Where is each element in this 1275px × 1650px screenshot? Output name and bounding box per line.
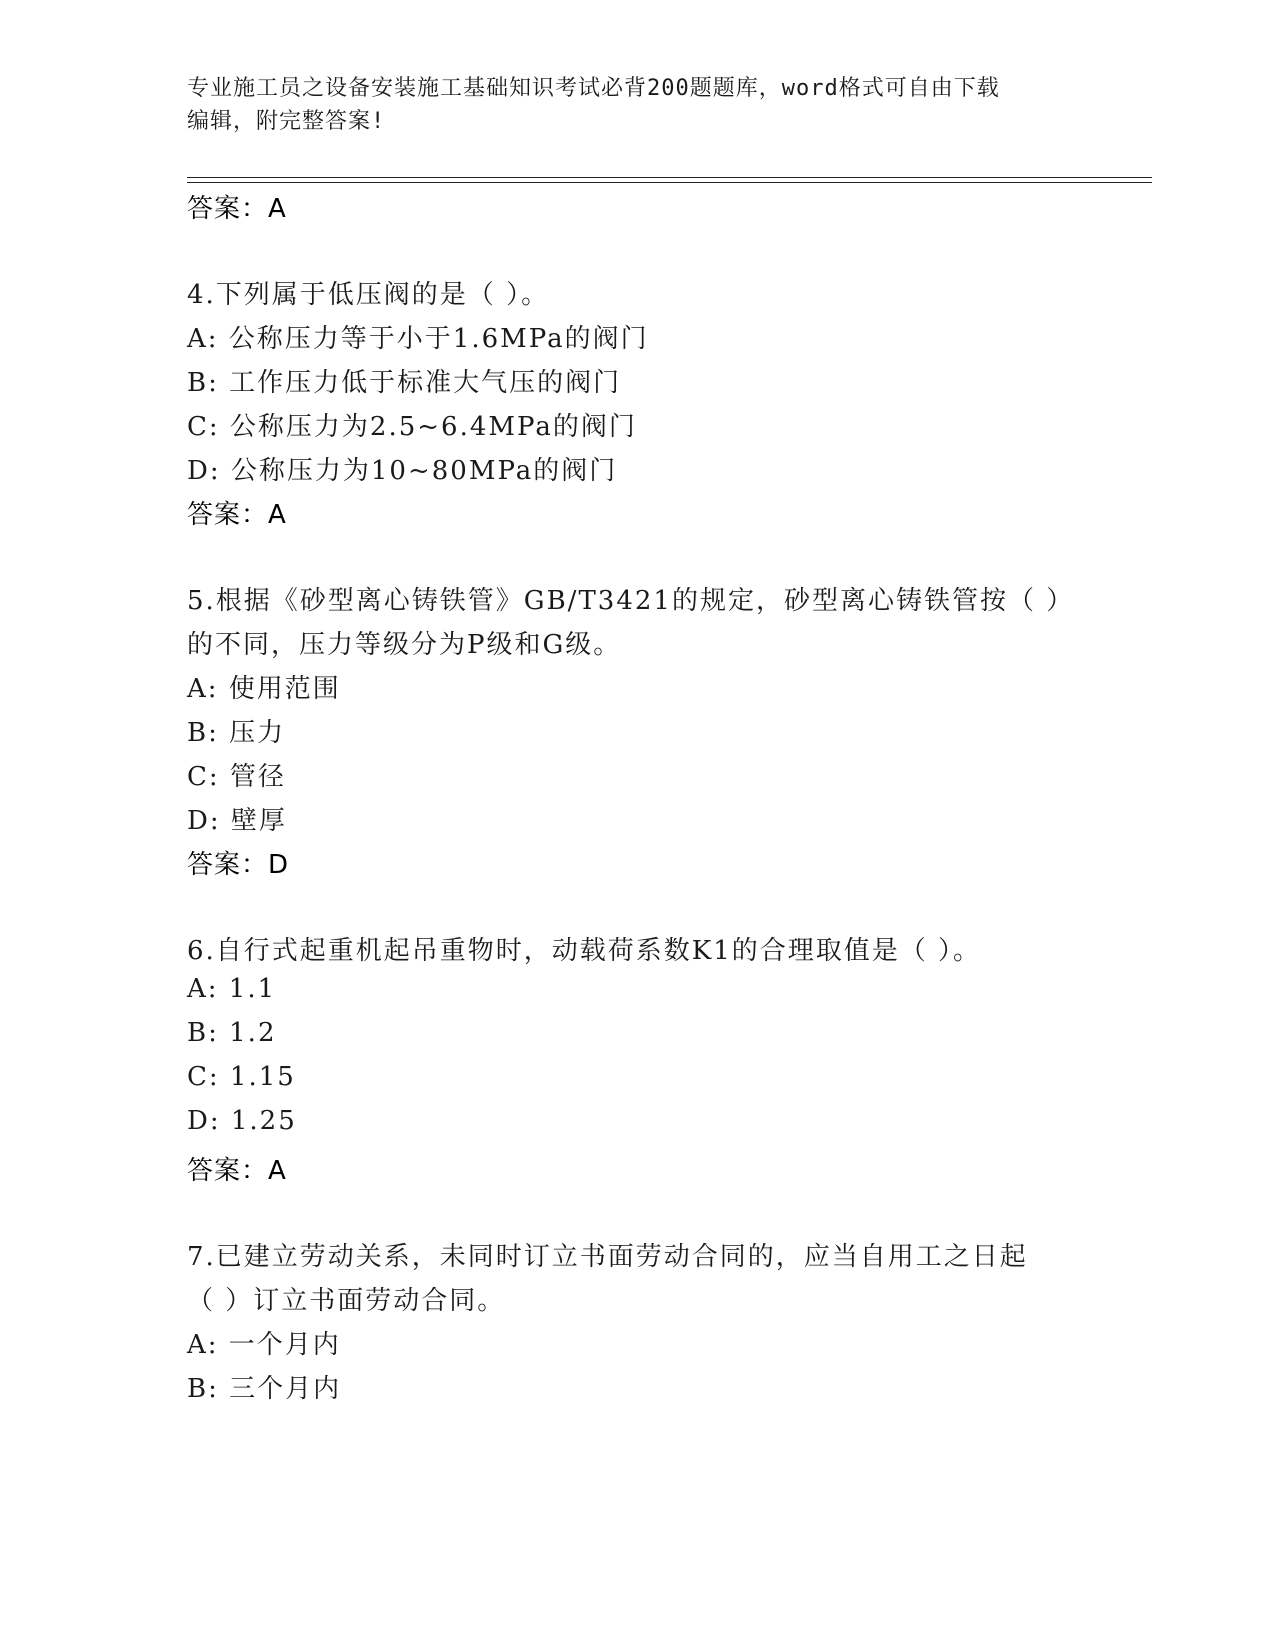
question-7-option-b: B: 三个月内 — [187, 1374, 342, 1404]
question-5-option-b: B: 压力 — [187, 718, 286, 748]
question-4-option-b: B: 工作压力低于标准大气压的阀门 — [187, 368, 622, 398]
question-5-stem-line-2: 的不同，压力等级分为P级和G级。 — [187, 630, 622, 660]
header-divider-top — [187, 177, 1152, 178]
question-4-stem: 4.下列属于低压阀的是（ ）。 — [187, 280, 550, 310]
question-5-answer: 答案：D — [187, 850, 290, 880]
question-7-option-a: A: 一个月内 — [187, 1330, 341, 1360]
question-6-option-a: A: 1.1 — [187, 974, 277, 1004]
header-line-1: 专业施工员之设备安装施工基础知识考试必背200题题库，word格式可自由下载 — [187, 76, 1000, 101]
question-5-stem-line-1: 5.根据《砂型离心铸铁管》GB/T3421的规定，砂型离心铸铁管按（ ） — [187, 586, 1075, 616]
document-header — [187, 72, 1067, 138]
question-6-option-c: C: 1.15 — [187, 1062, 296, 1092]
question-6-answer: 答案：A — [187, 1156, 287, 1186]
header-divider-bottom — [187, 182, 1152, 183]
question-5-option-a: A: 使用范围 — [187, 674, 341, 704]
question-5-option-d: D: 壁厚 — [187, 806, 287, 836]
question-6-option-b: B: 1.2 — [187, 1018, 277, 1048]
question-4-option-a: A: 公称压力等于小于1.6MPa的阀门 — [187, 324, 649, 354]
question-7-stem-line-2: （ ）订立书面劳动合同。 — [187, 1286, 506, 1316]
question-7-stem-line-1: 7.已建立劳动关系，未同时订立书面劳动合同的，应当自用工之日起 — [187, 1242, 1028, 1272]
question-5-option-c: C: 管径 — [187, 762, 286, 792]
question-4-option-d: D: 公称压力为10~80MPa的阀门 — [187, 456, 618, 486]
answer-previous: 答案：A — [187, 194, 287, 224]
header-line-2: 编辑，附完整答案! — [187, 109, 386, 134]
question-4-option-c: C: 公称压力为2.5~6.4MPa的阀门 — [187, 412, 637, 442]
question-6-option-d: D: 1.25 — [187, 1106, 297, 1136]
question-6-stem: 6.自行式起重机起吊重物时，动载荷系数K1的合理取值是（ ）。 — [187, 936, 982, 966]
question-4-answer: 答案：A — [187, 500, 287, 530]
